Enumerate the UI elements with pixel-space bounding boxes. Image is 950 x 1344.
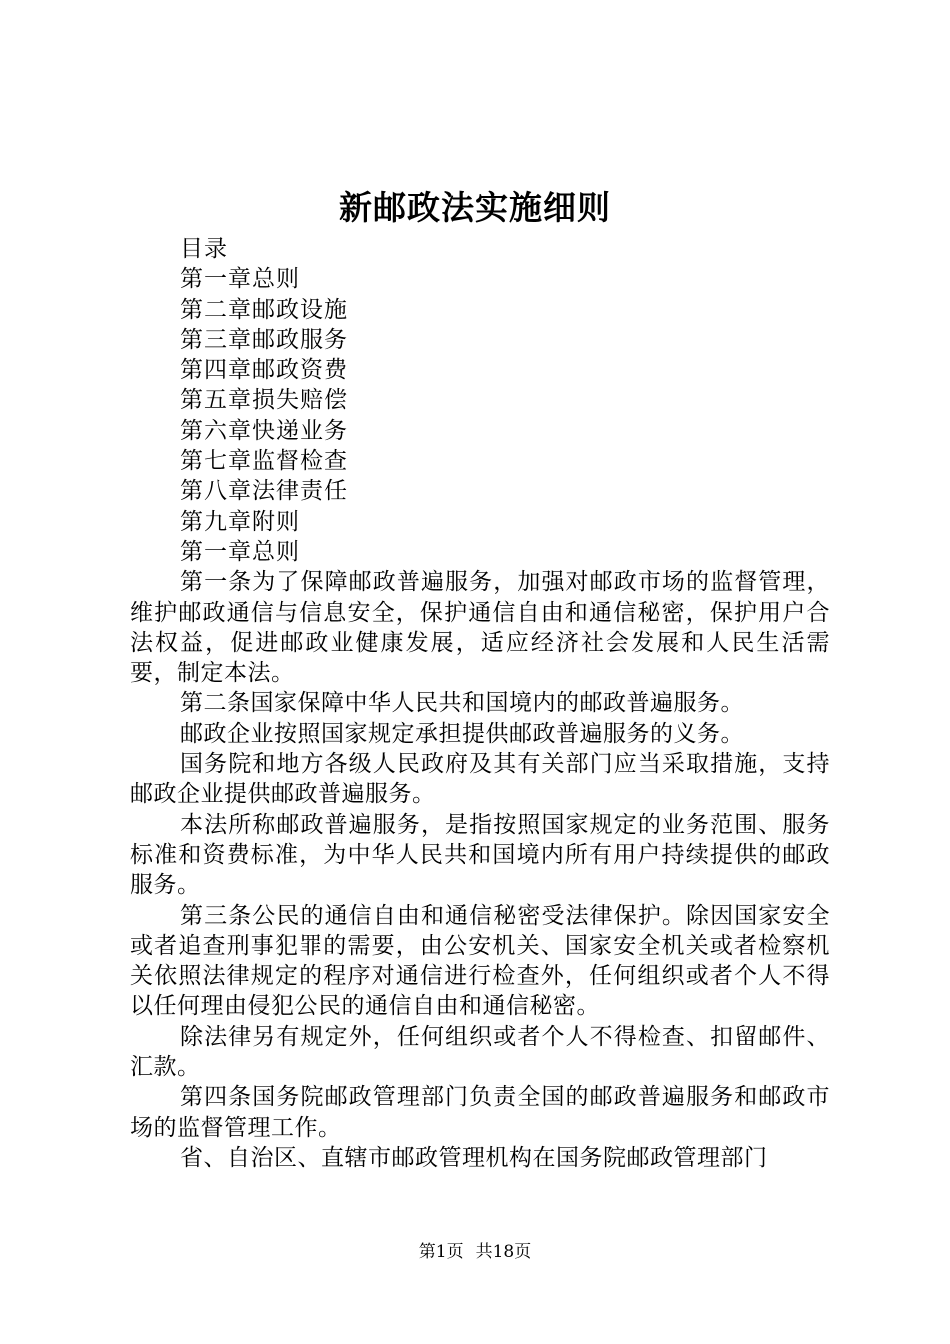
article-paragraph: 第一条为了保障邮政普遍服务，加强对邮政市场的监督管理，维护邮政通信与信息安全，保护通信自由和通信秘密，保护用户合法权益，促进邮政业健康发展，适应经济社会发展和人民生活需要，制定本法。 (130, 569, 830, 687)
toc-item-chapter-5: 第五章损失赔偿 (180, 387, 348, 414)
toc-item-chapter-1: 第一章总则 (180, 266, 300, 293)
toc-item-chapter-7: 第七章监督检查 (180, 448, 348, 475)
page-number: 第1页 (418, 1242, 464, 1262)
toc-item-chapter-2: 第二章邮政设施 (180, 296, 348, 323)
toc-item-chapter-9: 第九章附则 (180, 508, 300, 535)
article-paragraph: 第四条国务院邮政管理部门负责全国的邮政普遍服务和邮政市场的监督管理工作。 (130, 1084, 830, 1141)
article-paragraph: 邮政企业按照国家规定承担提供邮政普遍服务的义务。 (180, 720, 744, 747)
article-paragraph: 本法所称邮政普遍服务，是指按照国家规定的业务范围、服务标准和资费标准，为中华人民共和国境内所有用户持续提供的邮政服务。 (130, 811, 830, 899)
article-paragraph: 省、自治区、直辖市邮政管理机构在国务院邮政管理部门 (180, 1144, 768, 1171)
chapter-heading: 第一章总则 (180, 538, 300, 565)
article-paragraph: 国务院和地方各级人民政府及其有关部门应当采取措施，支持邮政企业提供邮政普遍服务。 (130, 751, 830, 808)
article-paragraph: 第二条国家保障中华人民共和国境内的邮政普遍服务。 (180, 690, 744, 717)
document-body (130, 234, 830, 1173)
article-paragraph: 除法律另有规定外，任何组织或者个人不得检查、扣留邮件、汇款。 (130, 1023, 830, 1081)
toc-item-chapter-3: 第三章邮政服务 (180, 326, 348, 353)
article-paragraph: 第三条公民的通信自由和通信秘密受法律保护。除因国家安全或者追查刑事犯罪的需要，由公安机关、国家安全机关或者检察机关依照法律规定的程序对通信进行检查外，任何组织或者个人不得以任何理由侵犯公民的通信自由和通信秘密。 (130, 902, 830, 1020)
toc-item-chapter-4: 第四章邮政资费 (180, 357, 348, 384)
toc-heading: 目录 (180, 236, 228, 262)
document-title: 新邮政法实施细则 (339, 188, 611, 227)
toc-item-chapter-6: 第六章快递业务 (180, 417, 348, 444)
toc-item-chapter-8: 第八章法律责任 (180, 478, 348, 505)
page-footer (0, 1240, 950, 1264)
page-total: 共18页 (475, 1242, 532, 1262)
